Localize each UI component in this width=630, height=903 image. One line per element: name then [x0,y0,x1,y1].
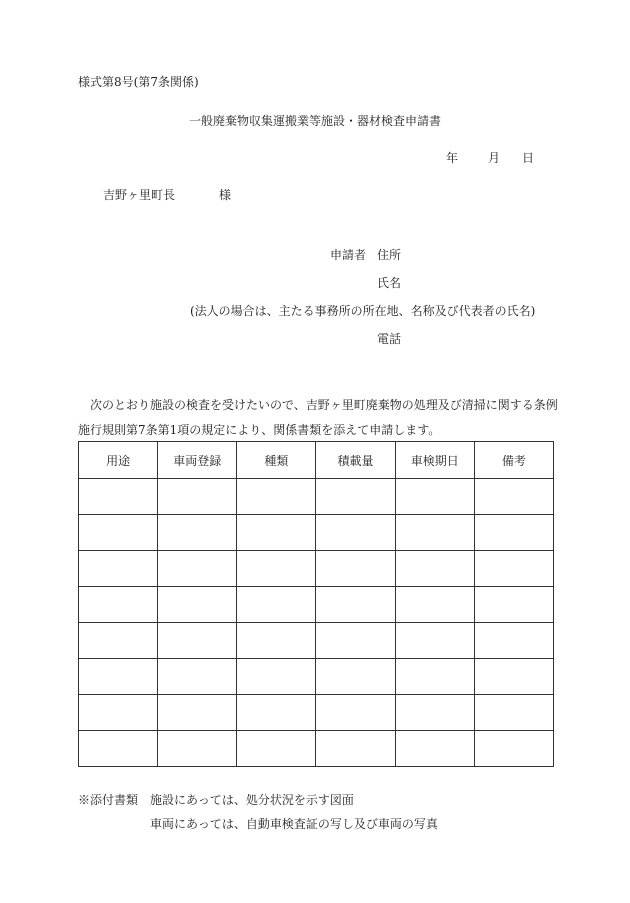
date-line [446,152,534,164]
header-remarks: 備考 [474,442,553,479]
table-cell [316,659,395,695]
header-type: 種類 [237,442,316,479]
table-cell [158,587,237,623]
table-cell [237,659,316,695]
form-number: 様式第8号(第7条関係) [78,75,199,89]
addressee: 吉野ヶ里町長 [103,188,176,202]
table-row [79,731,554,767]
table-cell [237,515,316,551]
table-cell [237,587,316,623]
table-cell [474,479,553,515]
table-cell [474,551,553,587]
table-cell [395,659,474,695]
document-title: 一般廃棄物収集運搬業等施設・器材検査申請書 [188,114,441,128]
table-cell [316,479,395,515]
table-cell [474,659,553,695]
table-cell [237,623,316,659]
body-line-2: 施行規則第7条第1項の規定により、関係書類を添えて申請します。 [78,423,441,437]
table-cell [158,659,237,695]
table-cell [79,479,158,515]
applicant-label: 申請者 [330,248,367,262]
header-usage: 用途 [79,442,158,479]
table-row [79,659,554,695]
table-cell [237,479,316,515]
table-cell [474,587,553,623]
attachment-item-1: 施設にあっては、処分状況を示す図面 [150,793,354,807]
table-cell [79,731,158,767]
table-cell [158,731,237,767]
table-cell [158,623,237,659]
table-cell [237,695,316,731]
table-cell [395,479,474,515]
table-cell [316,731,395,767]
table-row [79,551,554,587]
header-inspection-date: 車検期日 [395,442,474,479]
table-cell [395,695,474,731]
table-cell [158,551,237,587]
table-cell [79,623,158,659]
table-row [79,623,554,659]
table-cell [158,479,237,515]
table-cell [79,695,158,731]
table-cell [158,515,237,551]
table-cell [79,659,158,695]
table-cell [79,587,158,623]
attachments-label: ※添付書類 [78,793,139,807]
address-label: 住所 [377,248,402,262]
table-cell [474,731,553,767]
table-cell [395,515,474,551]
table-cell [474,623,553,659]
phone-label: 電話 [377,332,402,346]
header-vehicle-registration: 車両登録 [158,442,237,479]
table-cell [316,551,395,587]
table-row [79,479,554,515]
table-row [79,587,554,623]
table-cell [158,695,237,731]
date-year-label: 年 [446,151,459,165]
table-cell [395,551,474,587]
table-row [79,695,554,731]
table-cell [237,551,316,587]
table-cell [316,695,395,731]
table-cell [395,731,474,767]
table-cell [474,515,553,551]
corporate-note: (法人の場合は、主たる事務所の所在地、名称及び代表者の氏名) [190,304,536,318]
name-label: 氏名 [377,276,402,290]
table-body [79,479,554,767]
table-header-row [79,442,554,479]
attachment-item-2: 車両にあっては、自動車検査証の写し及び車両の写真 [150,817,438,831]
header-load-capacity: 積載量 [316,442,395,479]
body-paragraph [78,393,558,443]
table-cell [395,623,474,659]
table-row [79,515,554,551]
date-day-label: 日 [522,151,535,165]
honorific: 様 [219,188,232,202]
table-cell [79,551,158,587]
date-month-label: 月 [488,151,501,165]
vehicle-table [78,441,554,767]
table-cell [474,695,553,731]
table-cell [316,623,395,659]
table-cell [316,587,395,623]
table-cell [316,515,395,551]
table-cell [79,515,158,551]
table-cell [395,587,474,623]
table-cell [237,731,316,767]
body-line-1: 次のとおり施設の検査を受けたいので、吉野ヶ里町廃棄物の処理及び清掃に関する条例 [90,398,558,412]
